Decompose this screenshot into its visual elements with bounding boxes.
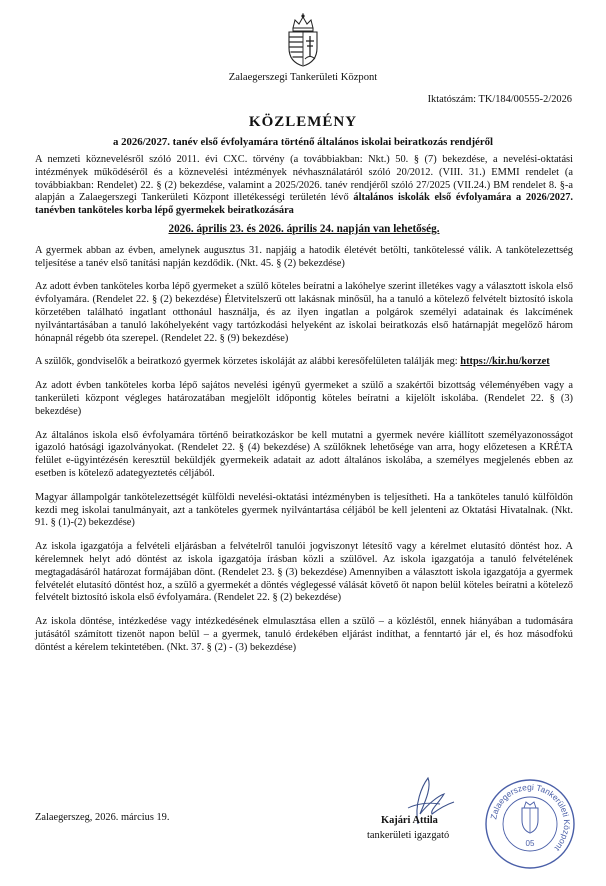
official-stamp <box>484 778 576 870</box>
signer-name: Kajári Attila <box>381 815 438 826</box>
document-subtitle: a 2026/2027. tanév első évfolyamára történő általános iskolai beiratkozás rendjéről <box>112 136 494 148</box>
intro-bold-text: általános iskolák első évfolyamára a 2026/2027. tanévben tanköteles korba lépő gyermekek beiratkozására <box>35 192 573 217</box>
paragraph-compulsory-age: A gyermek abban az évben, amelynek augusztus 31. napjáig a hatodik életévét betölti, tankötelessé válik. A tankötelezettség teljesítése a tanév első tanítási napján kezdődik. (Nkt. 45. § (2) bekezdése) <box>35 244 573 269</box>
paragraph-sen-children: Az adott évben tanköteles korba lépő sajátos nevelési igényű gyermeket a szülő a szakértői bizottság véleményében vagy a tankerületi központ végleges határozatában megjelölt időpontig köteles beíratni a kijelölt iskolába. (Rendelet 22. § (3) bekezdése) <box>35 380 573 417</box>
hungarian-coat-of-arms-icon <box>283 12 323 68</box>
document-body <box>35 154 573 666</box>
intro-text: A nemzeti köznevelésről szóló 2011. évi CXC. törvény (a továbbiakban: Nkt.) 50. § (7) bekezdése, a nevelési-oktatási intézmények működéséről és a köznevelési intézmények névhasználatáról szóló 20/2012. (VIII. 31.) EMMI rendelet (a továbbiakban: Rendelet) 22. § (2) bekezdése, valamint a 2025/2026. tanév rendjéről szóló 27/2025 (VII.24.) BM rendelet 8. §-a alapján a Zalaegerszegi Tankerületi Központ illetékességi területén lévő <box>35 154 573 204</box>
paragraph-enrollment-obligation: Az adott évben tanköteles korba lépő gyermeket a szülő köteles beíratni a lakóhelye szerint illetékes vagy a választott iskola első évfolyamára. (Rendelet 22. § (2) bekezdése) Életvitelszerű ott lakásnak minősül, ha a tanuló a kötelező felvételt biztosító iskola körzetében található ingatlant otthonául használja, és az ilyen ingatlan a polgárok személyi adatainak és lakcímének nyilvántartásában a tanuló lakóhelyeként vagy tartózkodási helyeként az iskolai beiratkozás első határnapját megelőző három hónapnál régebb óta szerepel. (Rendelet 22. § (9) bekezdése) <box>35 281 573 344</box>
paragraph-abroad: Magyar állampolgár tankötelezettségét külföldi nevelési-oktatási intézményben is teljesítheti. Ha a tanköteles tanuló külföldön kezdi meg iskolai tanulmányait, azt a tanköteles gyermek nyilvántartása céljából be kell jelenteni az Oktatási Hivatalnak. (Nkt. 91. § (1)-(2) bekezdése) <box>35 491 573 529</box>
signer-title: tankerületi igazgató <box>367 830 450 841</box>
place-and-date: Zalaegerszeg, 2026. március 19. <box>35 812 170 823</box>
stamp-number: 05 <box>525 839 535 848</box>
intro-paragraph <box>35 154 573 218</box>
paragraph-appeal: Az iskola döntése, intézkedése vagy intézkedésének elmulasztása ellen a szülő – a közléstől, ennek hiányában a tudomására jutásától számított tizenöt napon belül – a gyermek, tanuló érdekében eljárást indíthat, a fenntartó jár el, és hoz másodfokú döntést a kérelem tekintetében. (Nkt. 37. § (2) - (3) bekezdése) <box>35 616 573 653</box>
kir-link[interactable]: https://kir.hu/korzet <box>460 356 550 368</box>
organization-name: Zalaegerszegi Tankerületi Központ <box>228 72 378 83</box>
stamp-text: Zalaegerszegi Tankerületi Központ <box>488 781 573 854</box>
registration-number: Iktatószám: TK/184/00555-2/2026 <box>427 94 572 105</box>
paragraph-documents: Az általános iskola első évfolyamára történő beiratkozáskor be kell mutatni a gyermek nevére kiállított személyazonosságot igazoló hatósági igazolványokat. (Rendelet 22. § (4) bekezdése) A szülőknek lehetősége van arra, hogy előzetesen a KRÉTA felület e-ügyintézésén keresztül beküldjék gyermekeik adatait az adott általános iskolába, a személyes megjelenés ebben az esetben is kötelező adategyeztetés céljából. <box>35 429 573 479</box>
paragraph-kir-search <box>35 356 573 369</box>
document-title: KÖZLEMÉNY <box>248 114 358 130</box>
enrollment-dates: 2026. április 23. és 2026. április 24. napján van lehetőség. <box>168 222 440 235</box>
paragraph-admission-decision: Az iskola igazgatója a felvételi eljárásban a felvételről tanulói jogviszonyt létesítő vagy a kérelmet elutasító döntést hoz. A kérelemnek helyt adó döntést az iskola igazgatója írásban közli a szülővel. Az iskola igazgatója a tanuló felvételének megtagadásáról határozat formájában dönt. (Rendelet 23. § (3) bekezdése) Amennyiben a választott iskola igazgatója a gyermek felvételét elutasító döntést hoz, a szülő a gyermekét a döntés véglegessé válását követő öt napon belül köteles beíratni a kötelező felvételt biztosító iskola első évfolyamára. (Rendelet 22. § (2) bekezdése) <box>35 541 573 604</box>
kir-text: A szülők, gondviselők a beiratkozó gyermek körzetes iskoláját az alábbi keresőfelületen találják meg: <box>35 356 461 368</box>
